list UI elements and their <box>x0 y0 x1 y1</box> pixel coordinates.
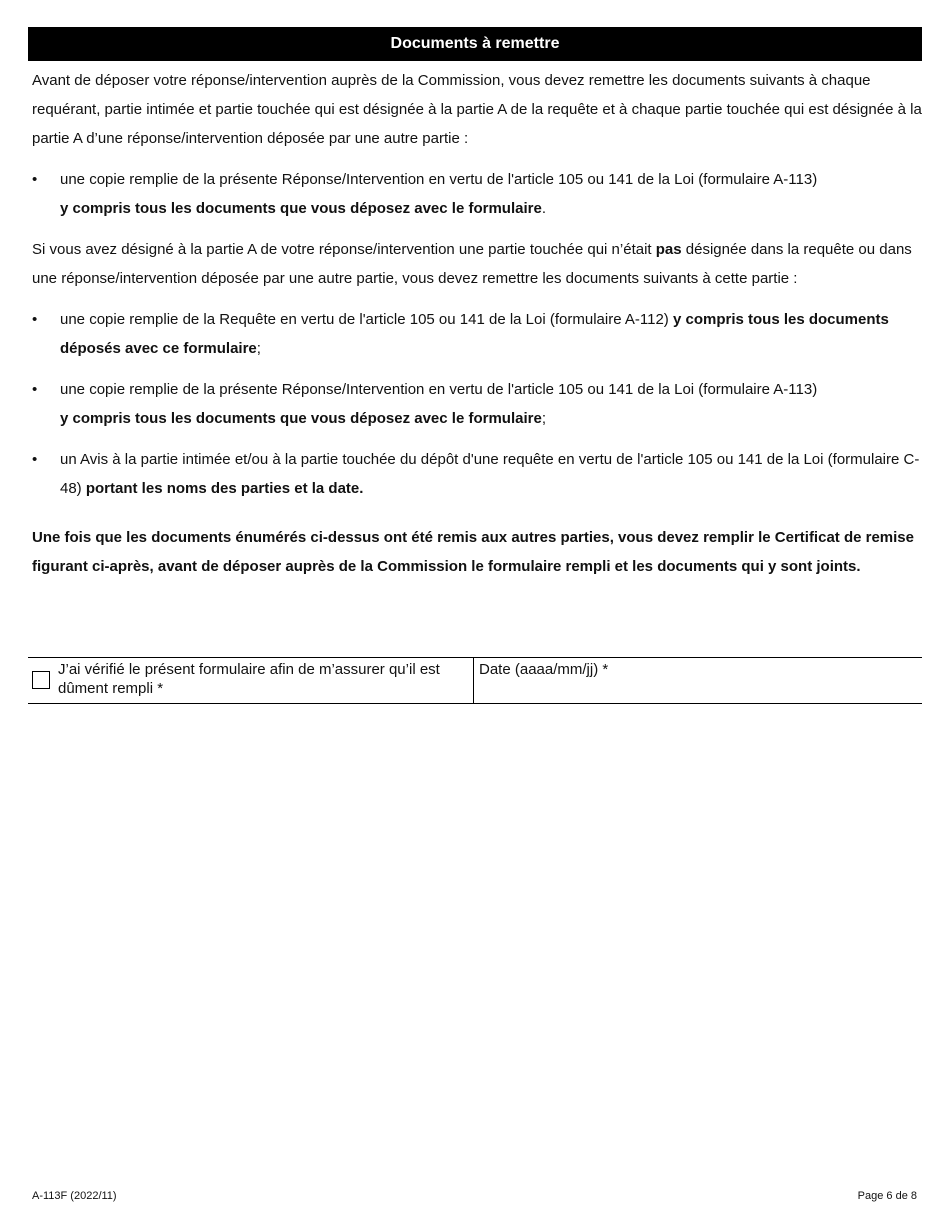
para2-after: désignée dans la requête ou dans une réponse/intervention déposée par une autre partie, vous devez remettre les documents suivants à cette partie : <box>32 241 912 287</box>
list-item <box>32 165 922 223</box>
list-item <box>32 375 922 433</box>
para2-bold: pas <box>655 241 682 258</box>
section-header <box>28 27 922 61</box>
bullet-bold-text: portant les noms des parties et la date. <box>85 480 364 497</box>
bullet-icon: • <box>32 311 38 328</box>
form-id: A-113F (2022/11) <box>32 1190 117 1202</box>
list-item <box>32 445 922 503</box>
intro-paragraph: Avant de déposer votre réponse/intervention auprès de la Commission, vous devez remettre les documents suivants à chaque requérant, partie intimée et partie touchée qui est désignée à la partie A de la requête et à chaque partie touchée qui est désignée à la partie A d’une réponse/intervention déposée par une autre partie : <box>32 72 922 147</box>
list-item <box>32 305 922 363</box>
bullet-text: une copie remplie de la présente Réponse/Intervention en vertu de l'article 105 ou 141 de la Loi (formulaire A-113) <box>60 381 818 398</box>
section-title: Documents à remettre <box>390 35 560 52</box>
bullet-icon: • <box>32 171 38 188</box>
date-field[interactable] <box>474 658 922 703</box>
bullet-icon: • <box>32 451 38 468</box>
bullet-bold-text: y compris tous les documents que vous déposez avec le formulaire <box>60 410 542 427</box>
page-number: Page 6 de 8 <box>857 1190 917 1202</box>
verified-checkbox[interactable] <box>32 671 50 689</box>
bullet-bold-text: y compris tous les documents que vous déposez avec le formulaire <box>60 200 542 217</box>
bullet-text: une copie remplie de la Requête en vertu de l'article 105 ou 141 de la Loi (formulaire A-112) <box>60 311 673 328</box>
bullet-icon: • <box>32 381 38 398</box>
verified-label: J’ai vérifié le présent formulaire afin de m’assurer qu’il est dûment rempli * <box>58 661 440 697</box>
document-body <box>32 66 922 593</box>
para2-before: Si vous avez désigné à la partie A de votre réponse/intervention une partie touchée qui n’était <box>32 241 656 258</box>
closing-paragraph: Une fois que les documents énumérés ci-dessus ont été remis aux autres parties, vous devez remplir le Certificat de remise figurant ci-après, avant de déposer auprès de la Commission le formulaire rempli et les documents qui y sont joints. <box>32 529 914 575</box>
bullet-bold-text: y compris tous les documents déposés avec ce formulaire <box>60 311 889 357</box>
verification-row <box>28 657 922 704</box>
date-label: Date (aaaa/mm/jj) * <box>479 661 609 678</box>
verification-cell <box>28 658 474 703</box>
bullet-tail: ; <box>256 340 261 357</box>
bullet-tail: ; <box>541 410 546 427</box>
bullet-text: un Avis à la partie intimée et/ou à la partie touchée du dépôt d'une requête en vertu de l'article 105 ou 141 de la Loi (formulaire C-48) <box>60 451 920 497</box>
bullet-tail: . <box>541 200 546 217</box>
second-paragraph <box>32 235 922 293</box>
bullet-text: une copie remplie de la présente Réponse/Intervention en vertu de l'article 105 ou 141 de la Loi (formulaire A-113) <box>60 171 818 188</box>
